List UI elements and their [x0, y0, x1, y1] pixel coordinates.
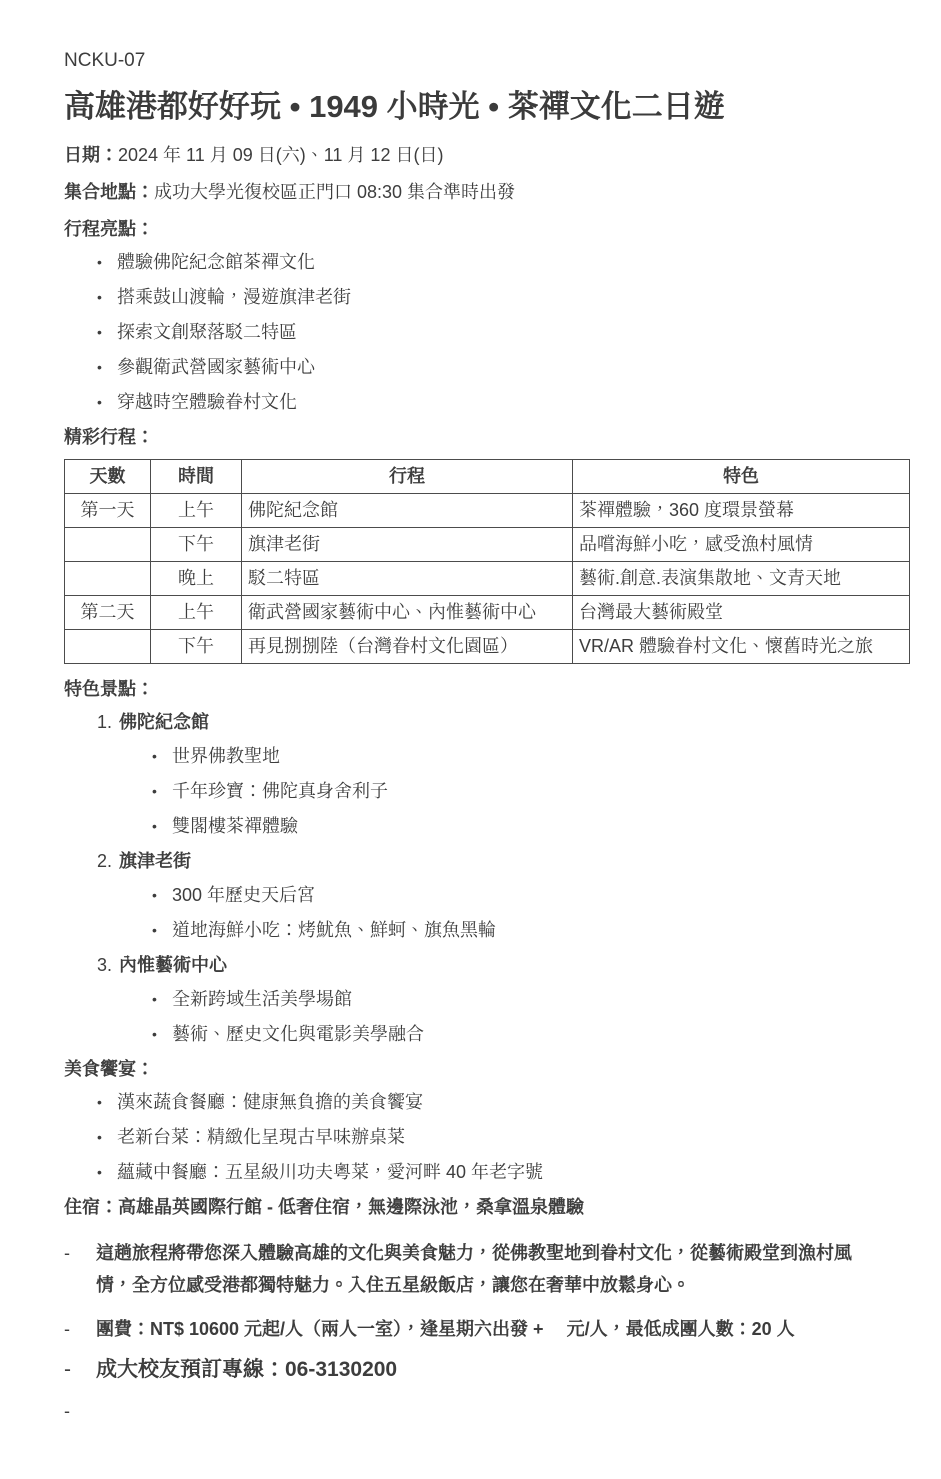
meeting-point-line [64, 181, 867, 204]
attraction-point [152, 884, 867, 906]
column-header-day: 天數 [65, 460, 151, 494]
attraction-points [97, 988, 867, 1045]
bullet-icon: • [97, 1094, 102, 1110]
note-phone [64, 1357, 867, 1383]
page-title: 高雄港都好好玩 • 1949 小時光 • 茶禪文化二日遊 [64, 89, 725, 124]
attraction-title: 佛陀紀念館 [119, 712, 209, 732]
highlights-heading: 行程亮點： [64, 219, 154, 239]
attraction-point [152, 745, 867, 767]
date-label: 日期： [64, 145, 118, 165]
attraction-title-line [97, 954, 867, 976]
highlight-text: 探索文創聚落駁二特區 [117, 322, 297, 342]
highlight-text: 體驗佛陀紀念館茶禪文化 [117, 252, 315, 272]
dining-text: 漢來蔬食餐廳：健康無負擔的美食饗宴 [117, 1092, 423, 1112]
table-row [65, 494, 910, 528]
cell-plan: 旗津老街 [242, 528, 573, 562]
dining-text: 老新台菜：精緻化呈現古早味辦桌菜 [117, 1127, 405, 1147]
date-line [64, 144, 867, 167]
column-header-time: 時間 [151, 460, 242, 494]
bullet-icon: • [97, 1129, 102, 1145]
attraction-points [97, 745, 867, 837]
attraction-item [97, 711, 867, 837]
cell-day [65, 528, 151, 562]
itinerary-table [64, 459, 910, 664]
cell-day [65, 562, 151, 596]
attraction-title-line [97, 850, 867, 872]
bullet-icon: • [152, 783, 157, 799]
highlight-item [97, 391, 867, 413]
attractions-heading: 特色景點： [64, 679, 154, 699]
cell-time: 下午 [151, 528, 242, 562]
attraction-item [97, 954, 867, 1045]
dining-item [97, 1161, 867, 1183]
note-empty [64, 1395, 867, 1427]
phone-line: 成大校友預訂專線：06-3130200 [96, 1358, 398, 1381]
attraction-title-line [97, 711, 867, 733]
note-fee-text: 團費：NT$ 10600 元起/人（兩人一室），逢星期六出發 + 元/人，最低成團人數：20 人 [96, 1319, 795, 1339]
table-row [65, 562, 910, 596]
dash-marker: - [64, 1243, 70, 1263]
column-header-feature: 特色 [573, 460, 910, 494]
bullet-icon: • [97, 394, 102, 410]
note-intro [64, 1237, 867, 1301]
dining-list [64, 1091, 867, 1183]
dash-marker: - [64, 1358, 71, 1381]
bullet-icon: • [97, 289, 102, 305]
bullet-icon: • [152, 748, 157, 764]
table-row [65, 596, 910, 630]
attraction-point-text: 300 年歷史天后宮 [172, 885, 316, 905]
dining-item [97, 1126, 867, 1148]
cell-plan: 再見捌捌陸（台灣眷村文化園區） [242, 630, 573, 664]
attraction-item [97, 850, 867, 941]
attraction-title: 旗津老街 [119, 851, 191, 871]
bullet-icon: • [152, 887, 157, 903]
cell-time: 上午 [151, 596, 242, 630]
cell-time: 晚上 [151, 562, 242, 596]
attraction-points [97, 884, 867, 941]
meeting-point-label: 集合地點： [64, 182, 154, 202]
cell-feature: VR/AR 體驗眷村文化、懷舊時光之旅 [573, 630, 910, 664]
cell-day: 第一天 [65, 494, 151, 528]
note-intro-text: 這趟旅程將帶您深入體驗高雄的文化與美食魅力，從佛教聖地到眷村文化，從藝術殿堂到漁村風情，全方位感受港都獨特魅力。入住五星級飯店，讓您在奢華中放鬆身心。 [96, 1243, 852, 1295]
bullet-icon: • [152, 818, 157, 834]
list-number: 2. [97, 851, 113, 871]
highlights-list [64, 251, 867, 413]
attraction-point [152, 919, 867, 941]
list-number: 1. [97, 712, 113, 732]
date-value: 2024 年 11 月 09 日(六)、11 月 12 日(日) [118, 145, 444, 165]
attractions-list [64, 711, 867, 1045]
attraction-point-text: 藝術、歷史文化與電影美學融合 [172, 1024, 424, 1044]
cell-time: 上午 [151, 494, 242, 528]
highlight-item [97, 286, 867, 308]
meeting-point-value: 成功大學光復校區正門口 08:30 集合準時出發 [154, 182, 516, 202]
highlight-item [97, 321, 867, 343]
lodging-line: 住宿：高雄晶英國際行館 - 低奢住宿，無邊際泳池，桑拿溫泉體驗 [64, 1197, 584, 1217]
cell-plan: 駁二特區 [242, 562, 573, 596]
highlight-text: 參觀衛武營國家藝術中心 [117, 357, 315, 377]
highlight-item [97, 251, 867, 273]
note-fee [64, 1313, 867, 1345]
table-row [65, 528, 910, 562]
bullet-icon: • [97, 254, 102, 270]
table-header-row [65, 460, 910, 494]
cell-feature: 品嚐海鮮小吃，感受漁村風情 [573, 528, 910, 562]
bullet-icon: • [97, 1164, 102, 1180]
cell-time: 下午 [151, 630, 242, 664]
attraction-title: 內惟藝術中心 [119, 955, 227, 975]
attraction-point [152, 988, 867, 1010]
cell-feature: 藝術.創意.表演集散地、文青天地 [573, 562, 910, 596]
column-header-plan: 行程 [242, 460, 573, 494]
attraction-point [152, 780, 867, 802]
cell-plan: 佛陀紀念館 [242, 494, 573, 528]
highlight-text: 穿越時空體驗眷村文化 [117, 392, 297, 412]
table-row [65, 630, 910, 664]
attraction-point [152, 815, 867, 837]
dining-heading: 美食饗宴： [64, 1059, 154, 1079]
attraction-point-text: 雙閣樓茶禪體驗 [172, 816, 298, 836]
cell-feature: 台灣最大藝術殿堂 [573, 596, 910, 630]
cell-feature: 茶禪體驗，360 度環景螢幕 [573, 494, 910, 528]
bullet-icon: • [152, 922, 157, 938]
cell-day: 第二天 [65, 596, 151, 630]
dash-marker: - [64, 1401, 70, 1421]
itinerary-heading: 精彩行程： [64, 427, 154, 447]
dining-text: 蘊藏中餐廳：五星級川功夫粵菜，愛河畔 40 年老字號 [117, 1162, 544, 1182]
bullet-icon: • [97, 359, 102, 375]
highlight-text: 搭乘鼓山渡輪，漫遊旗津老街 [117, 287, 351, 307]
dining-item [97, 1091, 867, 1113]
attraction-point [152, 1023, 867, 1045]
list-number: 3. [97, 955, 113, 975]
cell-plan: 衛武營國家藝術中心、內惟藝術中心 [242, 596, 573, 630]
attraction-point-text: 道地海鮮小吃：烤魷魚、鮮蚵、旗魚黑輪 [172, 920, 496, 940]
doc-code: NCKU-07 [64, 50, 146, 71]
cell-day [65, 630, 151, 664]
notes-list [64, 1237, 867, 1427]
bullet-icon: • [152, 1026, 157, 1042]
attraction-point-text: 世界佛教聖地 [172, 746, 280, 766]
attraction-point-text: 千年珍寶：佛陀真身舍利子 [172, 781, 388, 801]
attraction-point-text: 全新跨域生活美學場館 [172, 989, 352, 1009]
bullet-icon: • [152, 991, 157, 1007]
bullet-icon: • [97, 324, 102, 340]
dash-marker: - [64, 1319, 70, 1339]
highlight-item [97, 356, 867, 378]
